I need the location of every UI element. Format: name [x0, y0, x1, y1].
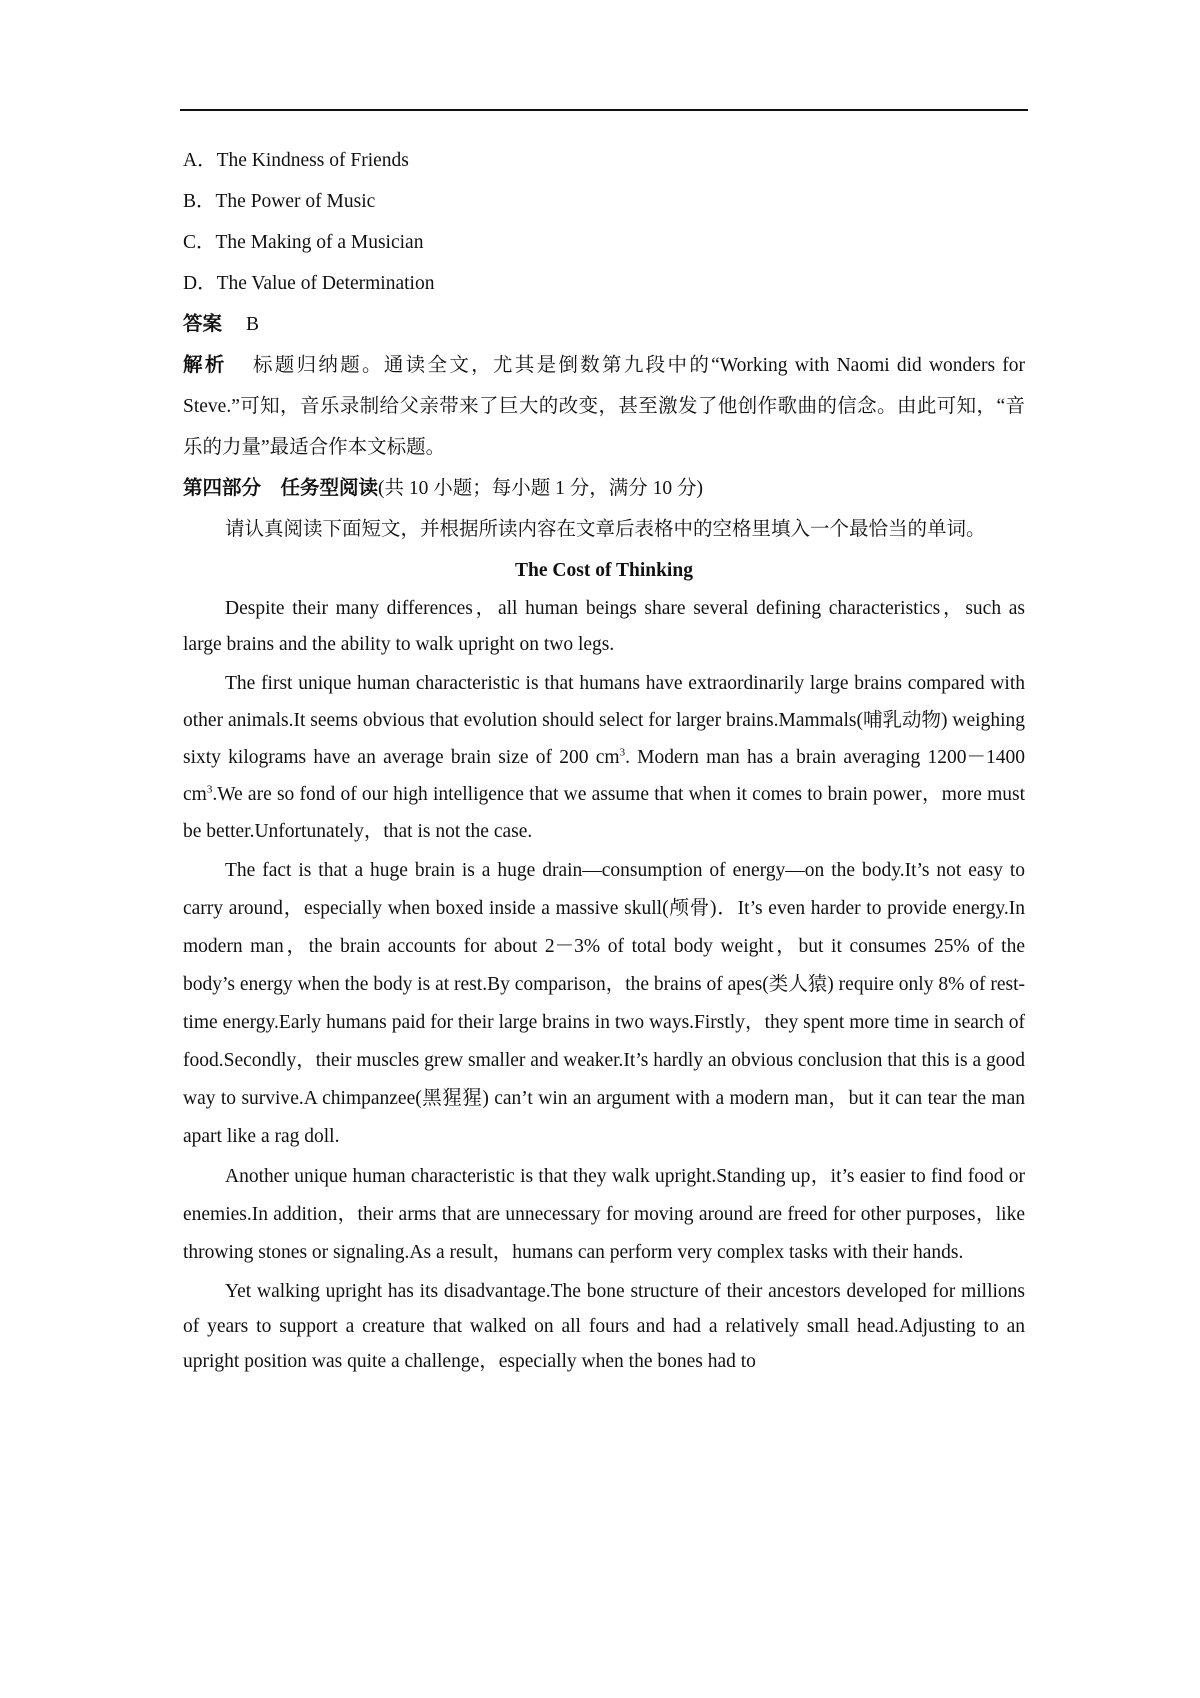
passage-title: The Cost of Thinking: [515, 560, 693, 581]
paragraph-2-part-3: .We are so fond of our high intelligence that we assume that when it comes to brain power，more must be better.Unfortunately，that is not the case.: [183, 784, 1025, 842]
option-a: A．The Kindness of Friends: [183, 150, 409, 171]
section-note: (共 10 小题；每小题 1 分，满分 10 分): [378, 478, 704, 499]
header-rule: [180, 109, 1028, 111]
option-b: B．The Power of Music: [183, 191, 376, 212]
superscript-3: 3: [206, 783, 213, 796]
analysis-text: 标题归纳题。通读全文，尤其是倒数第九段中的“Working with Naomi did wonders for Steve.”可知，音乐录制给父亲带来了巨大的改变，甚至激发了他创作歌曲的信念。由此可知，“音乐的力量”最适合作本文标题。: [183, 355, 1025, 458]
answer-value: B: [246, 314, 260, 335]
answer-label: 答案: [183, 314, 223, 335]
paragraph-2-part-2: . Modern man has a brain averaging 1200－1400 cm: [183, 747, 1025, 805]
superscript-3: 3: [619, 746, 626, 759]
document-body: [183, 140, 1025, 1379]
passage-paragraph-1: Despite their many differences，all human beings share several defining characteristics，such as large brains and the ability to walk upright on two legs.: [183, 598, 1025, 655]
analysis-label: 解析: [183, 355, 227, 376]
passage-paragraph-2: [183, 665, 1025, 850]
passage-paragraph-5: Yet walking upright has its disadvantage.The bone structure of their ancestors developed for millions of years to support a creature that walked on all fours and had a relatively small head.Adjusting to an upright position was quite a challenge，especially when the bones had to: [183, 1281, 1025, 1372]
option-d: D．The Value of Determination: [183, 273, 435, 294]
option-c: C．The Making of a Musician: [183, 232, 424, 253]
paragraph-2-part-1: The first unique human characteristic is that humans have extraordinarily large brains compared with other animals.It seems obvious that evolution should select for larger brains.Mammals(哺乳动物) weighing sixty kilograms have an average brain size of 200 cm: [183, 673, 1025, 768]
passage-paragraph-4: Another unique human characteristic is that they walk upright.Standing up，it’s easier to find food or enemies.In addition，their arms that are unnecessary for moving around are freed for other purposes，like throwing stones or signaling.As a result，humans can perform very complex tasks with their hands.: [183, 1166, 1025, 1263]
passage-paragraph-3: The fact is that a huge brain is a huge drain—consumption of energy—on the body.It’s not easy to carry around，especially when boxed inside a massive skull(颅骨)．It’s even harder to provide energy.In modern man，the brain accounts for about 2－3% of total body weight，but it consumes 25% of the body’s energy when the body is at rest.By comparison，the brains of apes(类人猿) require only 8% of rest-time energy.Early humans paid for their large brains in two ways.Firstly，they spent more time in search of food.Secondly，their muscles grew smaller and weaker.It’s hardly an obvious conclusion that this is a good way to survive.A chimpanzee(黑猩猩) can’t win an argument with a modern man，but it can tear the man apart like a rag doll.: [183, 860, 1025, 1147]
section-title: 第四部分 任务型阅读: [183, 478, 379, 499]
answer-line: [183, 304, 1025, 345]
section-instruction: 请认真阅读下面短文，并根据所读内容在文章后表格中的空格里填入一个最恰当的单词。: [225, 519, 986, 540]
analysis-paragraph: [183, 345, 1025, 468]
section-heading: [183, 468, 1025, 509]
